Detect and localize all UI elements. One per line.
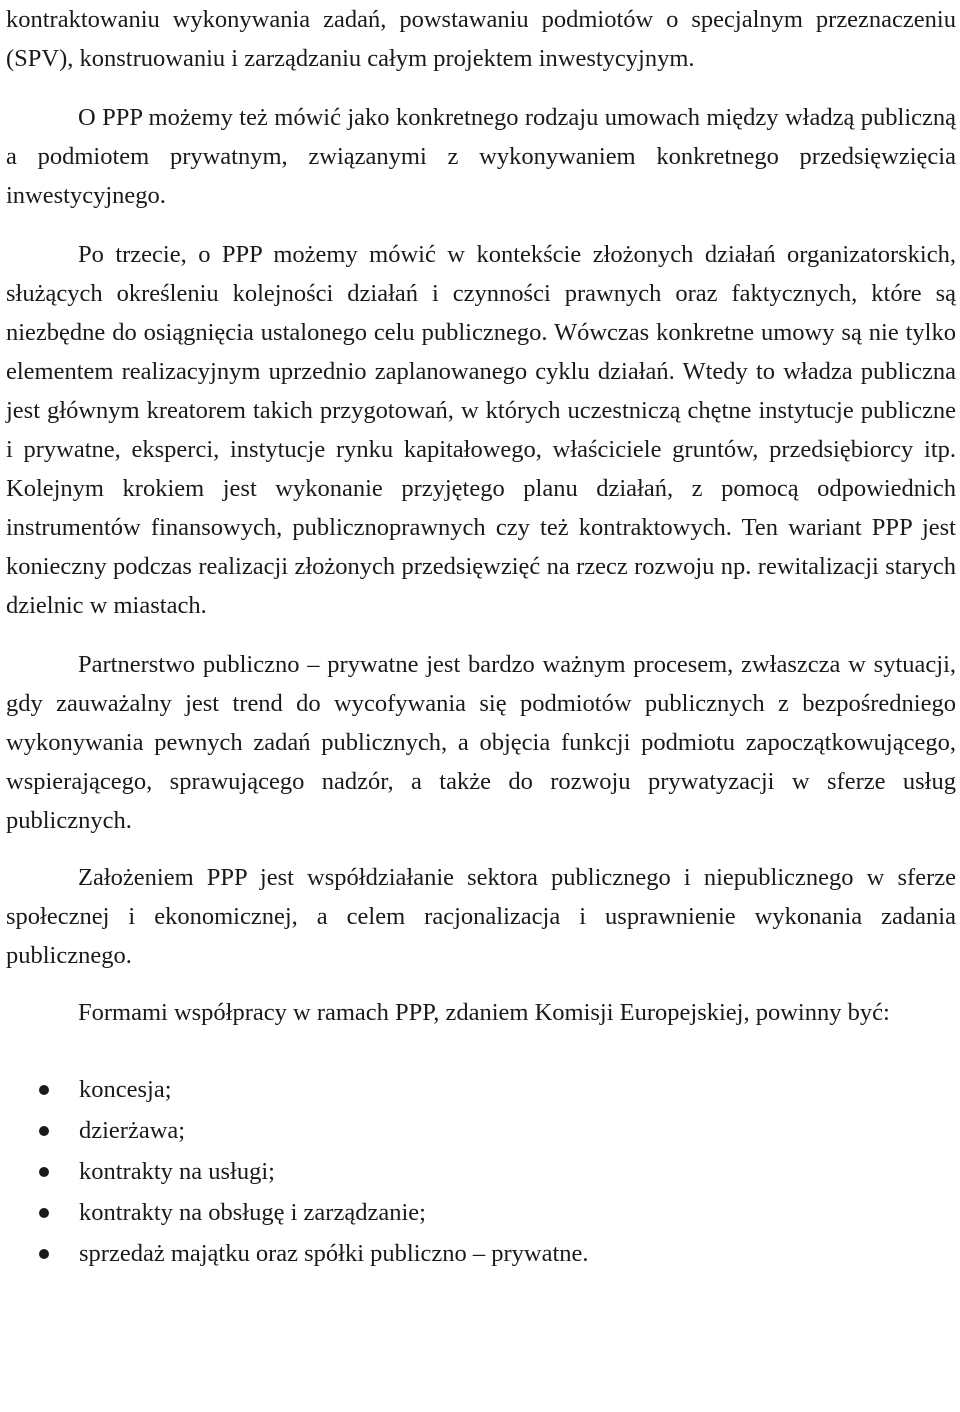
list-item: [6, 1111, 956, 1152]
bullet-icon: [39, 1208, 49, 1218]
paragraph-ppp-assumption: Założeniem PPP jest współdziałanie sektora publicznego i niepublicznego w sferze społecznej i ekonomicznej, a celem racjonalizacja i usprawnienie wykonania zadania publicznego.: [6, 864, 956, 969]
document-page: [6, 0, 956, 1275]
bullet-icon: [39, 1249, 49, 1259]
forms-list: [6, 1070, 956, 1275]
list-item: [6, 1193, 956, 1234]
list-item-text: dzierżawa;: [79, 1117, 186, 1144]
list-item-text: kontrakty na usługi;: [79, 1158, 275, 1185]
list-item-text: kontrakty na obsługę i zarządzanie;: [79, 1199, 426, 1226]
bullet-icon: [39, 1126, 49, 1136]
list-item-text: koncesja;: [79, 1076, 172, 1103]
paragraph-ppp-contracts: O PPP możemy też mówić jako konkretnego rodzaju umowach między władzą publiczną a podmiotem prywatnym, związanymi z wykonywaniem konkretnego przedsięwzięcia inwestycyjnego.: [6, 104, 956, 209]
paragraph-ppp-importance: Partnerstwo publiczno – prywatne jest bardzo ważnym procesem, zwłaszcza w sytuacji, gdy zauważalny jest trend do wycofywania się podmiotów publicznych z bezpośredniego wykonywania pewnych zadań publicznych, a objęcia funkcji podmiotu zapoczątkowującego, wspierającego, sprawującego nadzór, a także do rozwoju prywatyzacji w sferze usług publicznych.: [6, 651, 956, 834]
paragraph-continuation: kontraktowaniu wykonywania zadań, powstawaniu podmiotów o specjalnym przeznaczeniu (SPV), konstruowaniu i zarządzaniu całym projektem inwestycyjnym.: [6, 6, 956, 72]
list-item-text: sprzedaż majątku oraz spółki publiczno – prywatne.: [79, 1240, 589, 1267]
paragraph-ppp-organizational: Po trzecie, o PPP możemy mówić w kontekście złożonych działań organizatorskich, służących określeniu kolejności działań i czynności prawnych oraz faktycznych, które są niezbędne do osiągnięcia ustalonego celu publicznego. Wówczas konkretne umowy są nie tylko elementem realizacyjnym uprzednio zaplanowanego cyklu działań. Wtedy to władza publiczna jest głównym kreatorem takich przygotowań, w których uczestniczą chętne instytucje publiczne i prywatne, eksperci, instytucje rynku kapitałowego, właściciele gruntów, przedsiębiorcy itp. Kolejnym krokiem jest wykonanie przyjętego planu działań, z pomocą odpowiednich instrumentów finansowych, publicznoprawnych czy też kontraktowych. Ten wariant PPP jest konieczny podczas realizacji złożonych przedsięwzięć na rzecz rozwoju np. rewitalizacji starych dzielnic w miastach.: [6, 241, 956, 619]
list-item: [6, 1070, 956, 1111]
list-item: [6, 1152, 956, 1193]
paragraph-forms-intro: Formami współpracy w ramach PPP, zdaniem Komisji Europejskiej, powinny być:: [78, 999, 890, 1026]
bullet-icon: [39, 1167, 49, 1177]
bullet-icon: [39, 1085, 49, 1095]
list-item: [6, 1234, 956, 1275]
